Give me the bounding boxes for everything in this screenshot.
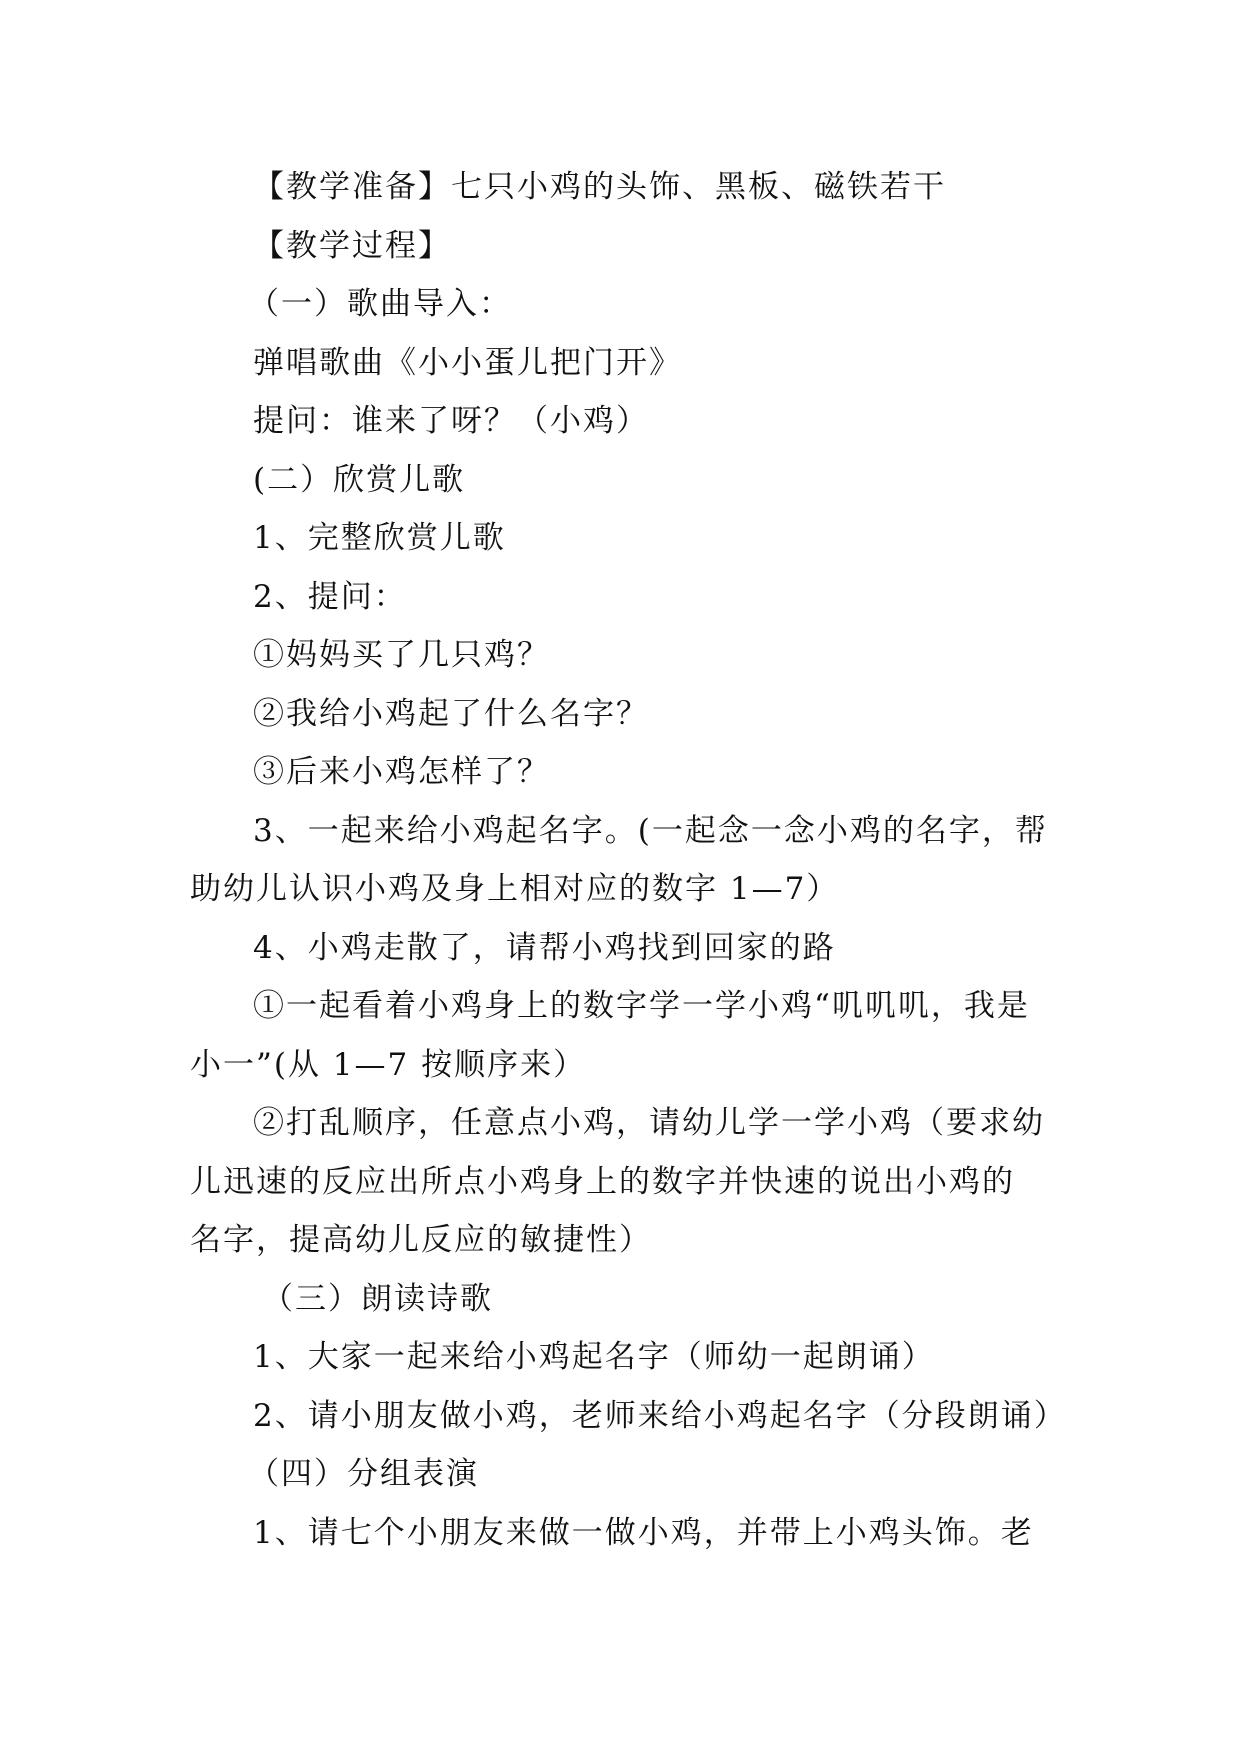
text-line: 1、大家一起来给小鸡起名字（师幼一起朗诵） bbox=[253, 1339, 935, 1375]
section-two-heading: (二）欣赏儿歌 bbox=[253, 461, 466, 498]
text-line: 名字，提高幼儿反应的敏捷性） bbox=[190, 1222, 652, 1258]
process-heading: 【教学过程】 bbox=[253, 227, 451, 264]
text-line: ①妈妈买了几只鸡？ bbox=[253, 637, 550, 673]
text-line: 助幼儿认识小鸡及身上相对应的数字 1—7） bbox=[190, 871, 840, 907]
text-line: 3、一起来给小鸡起名字。(一起念一念小鸡的名字，帮 bbox=[253, 812, 1048, 849]
section-three-heading: （三）朗读诗歌 bbox=[262, 1280, 493, 1317]
text-line: 4、小鸡走散了，请帮小鸡找到回家的路 bbox=[253, 929, 836, 966]
text-line: 提问：谁来了呀？（小鸡） bbox=[253, 403, 649, 439]
text-line: 儿迅速的反应出所点小鸡身上的数字并快速的说出小鸡的 bbox=[190, 1163, 1015, 1200]
section-one-heading: （一）歌曲导入： bbox=[248, 286, 512, 322]
document-body bbox=[190, 158, 1070, 1562]
text-line: 弹唱歌曲《小小蛋儿把门开》 bbox=[253, 344, 682, 381]
text-line: 1、完整欣赏儿歌 bbox=[253, 520, 506, 556]
text-line: 1、请七个小朋友来做一做小鸡，并带上小鸡头饰。老 bbox=[253, 1514, 1034, 1551]
text-line: ①一起看着小鸡身上的数字学一学小鸡“叽叽叽，我是 bbox=[253, 988, 1030, 1024]
text-line: 2、提问： bbox=[253, 578, 407, 615]
text-line: ③后来小鸡怎样了？ bbox=[253, 754, 550, 790]
prep-line: 【教学准备】七只小鸡的头饰、黑板、磁铁若干 bbox=[253, 169, 946, 205]
text-line: ②打乱顺序，任意点小鸡，请幼儿学一学小鸡（要求幼 bbox=[253, 1105, 1045, 1141]
text-line: ②我给小鸡起了什么名字？ bbox=[253, 695, 649, 732]
text-line: 2、请小朋友做小鸡，老师来给小鸡起名字（分段朗诵） bbox=[253, 1397, 1067, 1434]
text-line: 小一”(从 1—7 按顺序来） bbox=[190, 1046, 587, 1083]
section-four-heading: （四）分组表演 bbox=[248, 1456, 479, 1492]
